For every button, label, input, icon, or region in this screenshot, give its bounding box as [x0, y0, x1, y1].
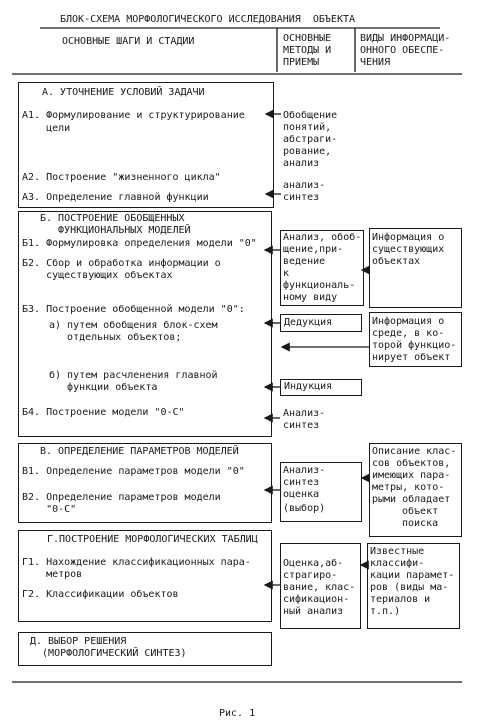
method-b1-line2: щение,при- — [283, 244, 344, 255]
info-b3-line2: среде, в ко- — [372, 328, 445, 339]
step-b1: Б1. Формулировка определения модели "0" — [22, 238, 257, 249]
column-header-methods-1: ОСНОВНЫЕ — [283, 33, 332, 44]
step-v1: В1. Определение параметров модели "0" — [22, 466, 245, 477]
method-v-line1: Анализ- — [283, 465, 326, 476]
step-b3: Б3. Построение обобщенной модели "0": — [22, 304, 245, 315]
method-a1-line5: анализ — [283, 158, 320, 169]
method-a3-line1: анализ- — [283, 180, 326, 191]
column-header-info-3: ЧЕНИЯ — [360, 57, 391, 68]
method-b4-line2: синтез — [283, 420, 320, 431]
info-g-line4: ров (виды ма- — [370, 582, 449, 593]
method-deduction: Дедукция — [284, 317, 333, 328]
method-b4-line1: Анализ- — [283, 408, 326, 419]
info-v-line5: рыми обладает — [372, 494, 451, 505]
info-b1-line1: Информация о — [372, 232, 445, 243]
column-header-info-2: ОННОГО ОБЕСПЕ- — [360, 45, 445, 56]
method-b1-line3: ведение — [283, 256, 326, 267]
method-g-line1: Оценка,аб- — [283, 558, 344, 569]
step-b2-cont: существующих объектах — [22, 270, 173, 281]
info-v-line2: сов объектов, — [372, 458, 451, 469]
stage-g-heading: Г.ПОСТРОЕНИЕ МОРФОЛОГИЧЕСКИХ ТАБЛИЦ — [47, 534, 258, 545]
method-g-line4: сификацион- — [283, 594, 350, 605]
step-b3b: б) путем расчленения главной — [49, 370, 218, 381]
diagram-title: БЛОК-СХЕМА МОРФОЛОГИЧЕСКОГО ИССЛЕДОВАНИЯ ОБЪЕКТА — [60, 14, 356, 25]
info-b1-line3: объектах — [372, 256, 421, 267]
step-b3a: а) путем обобщения блок-схем — [49, 320, 218, 331]
method-a1-line1: Обобщение — [283, 110, 338, 121]
info-v-line1: Описание клас- — [372, 446, 457, 457]
step-v2-cont: "0-С" — [22, 504, 77, 515]
info-g-line6: т.п.) — [370, 606, 401, 617]
method-a3-line2: синтез — [283, 192, 320, 203]
step-b3b-cont: функции объекта — [49, 382, 158, 393]
info-g-line2: классифи- — [370, 558, 425, 569]
method-v-line3: оценка — [283, 489, 320, 500]
method-b1-line1: Анализ, обоб- — [283, 232, 362, 243]
method-v-line4: (выбор) — [283, 503, 326, 514]
info-g-line3: кации парамет- — [370, 570, 455, 581]
step-b4: Б4. Построение модели "0-С" — [22, 407, 185, 418]
step-a3: А3. Определение главной функции — [22, 192, 209, 203]
step-a1-cont: цели — [22, 123, 71, 134]
method-a1-line4: рование, — [283, 146, 332, 157]
info-b3-line1: Информация о — [372, 316, 445, 327]
stage-d-heading-2: (МОРФОЛОГИЧЕСКИЙ СИНТЕЗ) — [30, 648, 187, 659]
method-b1-line4: к — [283, 268, 290, 279]
method-a1-line2: понятий, — [283, 122, 332, 133]
method-g-line5: ный анализ — [283, 606, 344, 617]
info-v-line4: метры, кото- — [372, 482, 445, 493]
step-b2: Б2. Сбор и обработка информации о — [22, 258, 221, 269]
step-a2: А2. Построение "жизненного цикла" — [22, 172, 221, 183]
info-b3-line3: торой функцио- — [372, 340, 457, 351]
info-g-line5: териалов и — [370, 594, 431, 605]
step-b3a-cont: отдельных объектов; — [49, 332, 182, 343]
step-v2: В2. Определение параметров модели — [22, 492, 221, 503]
stage-d-heading-1: Д. ВЫБОР РЕШЕНИЯ — [30, 636, 127, 647]
column-header-steps: ОСНОВНЫЕ ШАГИ И СТАДИИ — [62, 36, 195, 47]
step-a1: А1. Формулирование и структурирование — [22, 110, 245, 121]
info-g-line1: Известные — [370, 546, 425, 557]
column-header-methods-3: ПРИЕМЫ — [283, 57, 320, 68]
info-b1-line2: существующих — [372, 244, 445, 255]
column-header-methods-2: МЕТОДЫ И — [283, 45, 332, 56]
method-b1-line5: функциональ- — [283, 280, 356, 291]
stage-b-heading-2: ФУНКЦИОНАЛЬНЫХ МОДЕЛЕЙ — [40, 225, 191, 236]
method-v-line2: синтез — [283, 477, 320, 488]
info-v-line6: объект — [402, 506, 439, 517]
method-g-line3: вание, клас- — [283, 582, 356, 593]
step-g2: Г2. Классификации объектов — [22, 589, 179, 600]
method-induction: Индукция — [284, 381, 333, 392]
stage-v-heading: В. ОПРЕДЕЛЕНИЕ ПАРАМЕТРОВ МОДЕЛЕЙ — [40, 446, 239, 457]
figure-caption: Рис. 1 — [219, 708, 256, 719]
column-header-info-1: ВИДЫ ИНФОРМАЦИ- — [360, 33, 451, 44]
method-g-line2: страгиро- — [283, 570, 338, 581]
method-b1-line6: ному виду — [283, 292, 338, 303]
info-b3-line4: нирует объект — [372, 352, 451, 363]
info-v-line3: имеющих пара- — [372, 470, 451, 481]
stage-b-heading-1: Б. ПОСТРОЕНИЕ ОБОБЩЕННЫХ — [40, 213, 185, 224]
step-g1-cont: метров — [22, 569, 83, 580]
method-a1-line3: абстраги- — [283, 134, 338, 145]
step-g1: Г1. Нахождение классификационных пара- — [22, 557, 251, 568]
info-v-line7: поиска — [402, 518, 439, 529]
stage-a-heading: А. УТОЧНЕНИЕ УСЛОВИЙ ЗАДАЧИ — [42, 87, 205, 98]
